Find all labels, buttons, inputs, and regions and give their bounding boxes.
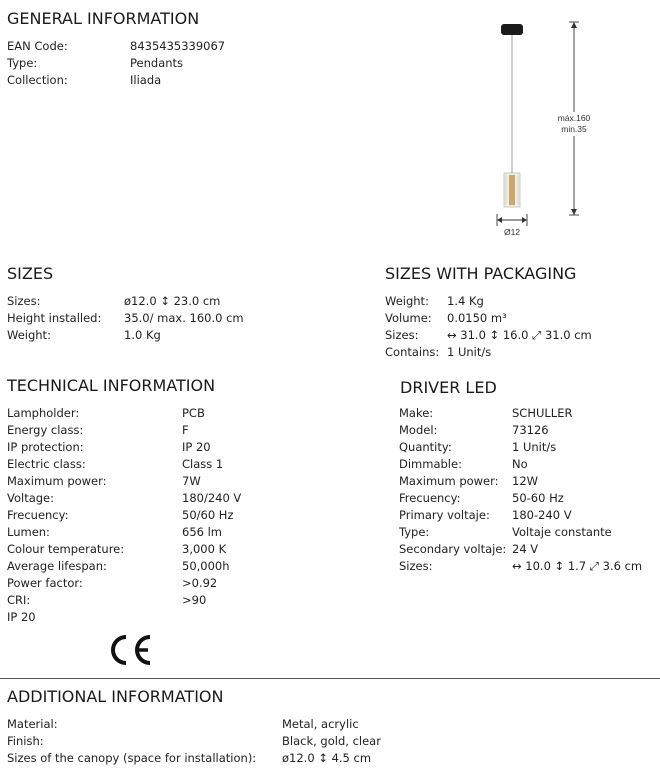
canopy-shape (501, 24, 523, 35)
row-value: 24 V (512, 542, 539, 556)
row-label: Power factor: (7, 576, 83, 590)
product-drawing (485, 15, 605, 245)
row-label: Lumen: (7, 525, 50, 539)
row-label: Energy class: (7, 423, 84, 437)
row-label: Material: (7, 717, 58, 731)
row-label: Quantity: (399, 440, 452, 454)
row-value: 12W (512, 474, 539, 488)
row-value: Metal, acrylic (282, 717, 359, 731)
row-value: 1.0 Kg (124, 328, 161, 342)
row-label: Sizes of the canopy (space for installation): (7, 751, 257, 765)
sizes-title: SIZES (7, 264, 54, 283)
row-label: Weight: (385, 294, 429, 308)
row-value: 180-240 V (512, 508, 572, 522)
row-value: ø12.0 ↕ 4.5 cm (282, 751, 372, 765)
row-value: >90 (182, 593, 207, 607)
row-value: Iliada (130, 73, 162, 87)
row-label: Weight: (7, 328, 51, 342)
packaging-title: SIZES WITH PACKAGING (385, 264, 577, 283)
lamp-body (504, 173, 520, 207)
row-value: ↔ 10.0 ↕ 1.7 ⤢ 3.6 cm (512, 559, 643, 573)
row-value: ø12.0 ↕ 23.0 cm (124, 294, 221, 308)
row-label: Colour temperature: (7, 542, 125, 556)
row-value: 50-60 Hz (512, 491, 564, 505)
row-label: IP protection: (7, 440, 84, 454)
row-value: 3,000 K (182, 542, 227, 556)
row-value: No (512, 457, 528, 471)
row-label: Type: (7, 56, 38, 70)
row-value: 73126 (512, 423, 549, 437)
row-value: PCB (182, 406, 205, 420)
row-value: 50/60 Hz (182, 508, 234, 522)
row-label: Lampholder: (7, 406, 80, 420)
row-value: 0.0150 m³ (447, 311, 507, 325)
row-value: 35.0/ max. 160.0 cm (124, 311, 244, 325)
row-label: CRI: (7, 593, 31, 607)
row-label: EAN Code: (7, 39, 68, 53)
row-label: Sizes: (399, 559, 433, 573)
row-value: F (182, 423, 189, 437)
row-label: Make: (399, 406, 434, 420)
row-value: 50,000h (182, 559, 230, 573)
height-label-max: máx.160 (557, 113, 591, 123)
row-label: Electric class: (7, 457, 86, 471)
row-label: Contains: (385, 345, 440, 359)
row-label: Maximum power: (7, 474, 107, 488)
row-label: Sizes: (385, 328, 419, 342)
row-label: Model: (399, 423, 438, 437)
row-label: Volume: (385, 311, 432, 325)
row-label: Dimmable: (399, 457, 462, 471)
technical-title: TECHNICAL INFORMATION (7, 376, 216, 395)
row-value: ↔ 31.0 ↕ 16.0 ⤢ 31.0 cm (447, 328, 592, 342)
row-value: Voltaje constante (512, 525, 612, 539)
row-value: 656 lm (182, 525, 223, 539)
diameter-label: Ø12 (503, 227, 521, 237)
row-label: Primary voltaje: (399, 508, 490, 522)
row-label: Voltage: (7, 491, 55, 505)
row-label: Sizes: (7, 294, 41, 308)
row-value: SCHULLER (512, 406, 573, 420)
row-label: IP 20 (7, 610, 36, 624)
section-divider (0, 678, 660, 679)
general-title: GENERAL INFORMATION (7, 9, 200, 28)
row-label: Secondary voltaje: (399, 542, 507, 556)
row-value: 8435435339067 (130, 39, 226, 53)
row-value: 1.4 Kg (447, 294, 484, 308)
additional-title: ADDITIONAL INFORMATION (7, 687, 224, 706)
row-value: Class 1 (182, 457, 224, 471)
row-value: 180/240 V (182, 491, 242, 505)
row-value: 1 Unit/s (512, 440, 557, 454)
row-label: Frecuency: (7, 508, 69, 522)
height-label-min: min.35 (561, 124, 587, 134)
row-value: Black, gold, clear (282, 734, 381, 748)
row-label: Finish: (7, 734, 44, 748)
row-value: IP 20 (182, 440, 211, 454)
row-label: Frecuency: (399, 491, 461, 505)
row-value: >0.92 (182, 576, 218, 590)
row-label: Height installed: (7, 311, 102, 325)
ce-mark-icon (107, 633, 153, 667)
driver-title: DRIVER LED (400, 378, 497, 397)
row-label: Collection: (7, 73, 68, 87)
row-value: 1 Unit/s (447, 345, 492, 359)
row-label: Average lifespan: (7, 559, 107, 573)
row-value: Pendants (130, 56, 184, 70)
row-label: Maximum power: (399, 474, 499, 488)
row-label: Type: (399, 525, 430, 539)
row-value: 7W (182, 474, 201, 488)
